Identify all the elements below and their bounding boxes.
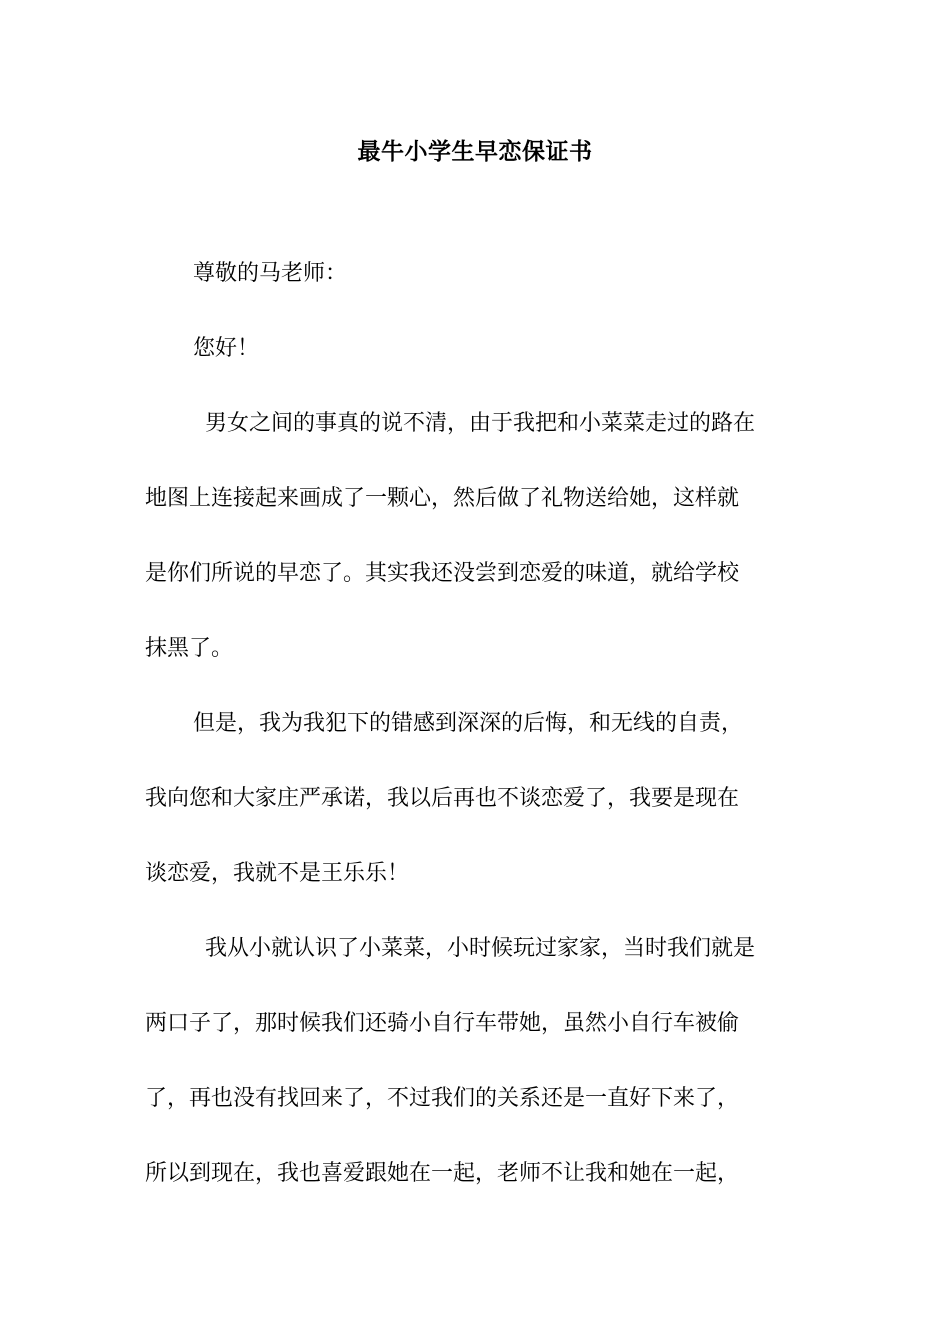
paragraph-3-line-1: 我从小就认识了小菜菜，小时候玩过家家，当时我们就是: [205, 936, 756, 961]
paragraph-3-line-2: 两口子了，那时候我们还骑小自行车带她，虽然小自行车被偷: [145, 1011, 740, 1036]
paragraph-1-line-2: 地图上连接起来画成了一颗心，然后做了礼物送给她，这样就: [145, 486, 740, 511]
paragraph-3-line-3: 了，再也没有找回来了，不过我们的关系还是一直好下来了，: [145, 1086, 740, 1111]
salutation-line: 尊敬的马老师：: [193, 261, 348, 286]
document-title: 最牛小学生早恋保证书: [357, 138, 593, 165]
paragraph-2-line-3: 谈恋爱，我就不是王乐乐！: [145, 861, 410, 886]
paragraph-2-line-1: 但是，我为我犯下的错感到深深的后悔，和无线的自责，: [193, 711, 744, 736]
paragraph-2-line-2: 我向您和大家庄严承诺，我以后再也不谈恋爱了，我要是现在: [145, 786, 740, 811]
paragraph-1-line-1: 男女之间的事真的说不清，由于我把和小菜菜走过的路在: [205, 411, 756, 436]
paragraph-3-line-4: 所以到现在，我也喜爱跟她在一起，老师不让我和她在一起，: [145, 1161, 740, 1186]
greeting-line: 您好！: [193, 336, 260, 361]
paragraph-1-line-3: 是你们所说的早恋了。其实我还没尝到恋爱的味道，就给学校: [145, 561, 740, 586]
paragraph-1-line-4: 抹黑了。: [145, 636, 234, 661]
